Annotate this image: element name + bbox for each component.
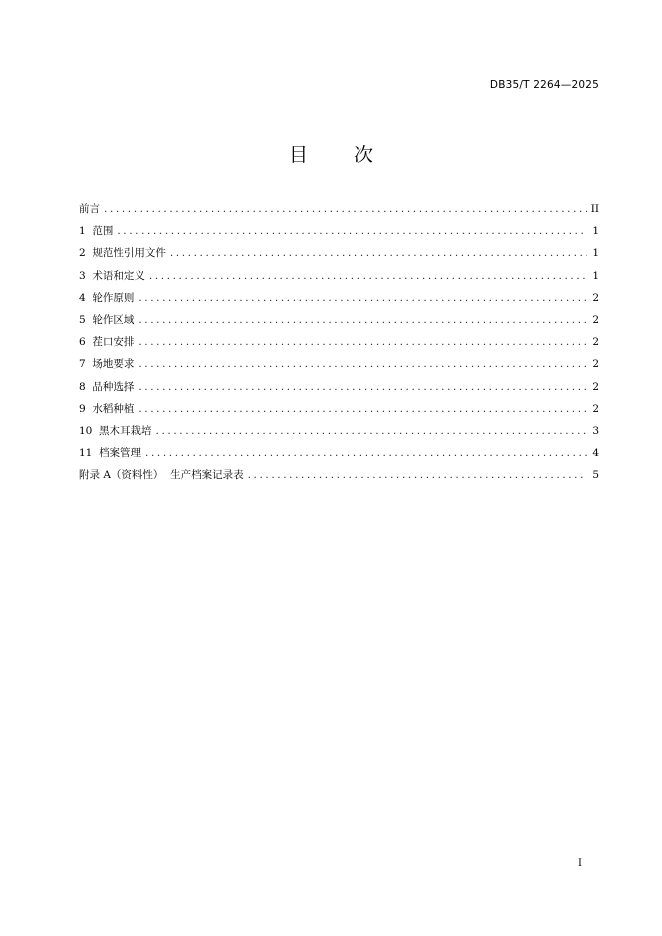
toc-entry-page: 2 — [592, 336, 599, 349]
toc-entry-page: 4 — [592, 447, 599, 460]
toc-entry-label: 附录 A（资料性） 生产档案记录表 — [79, 469, 244, 482]
toc-dot-leader — [156, 422, 587, 440]
toc-entry-page: 1 — [592, 225, 599, 238]
toc-entry-label: 9 水稻种植 — [79, 402, 135, 415]
toc-dot-leader — [138, 400, 587, 418]
toc-entry-fungus-cultivation[interactable] — [79, 422, 599, 444]
toc-entry-appendix-a[interactable] — [79, 466, 599, 488]
toc-dot-leader — [117, 222, 587, 240]
toc-entry-label: 3 术语和定义 — [79, 269, 145, 282]
toc-dot-leader — [149, 267, 587, 285]
page-title — [0, 140, 662, 167]
toc-dot-leader — [138, 333, 587, 351]
toc-entry-label: 前言 — [79, 203, 100, 215]
toc-entry-site-requirements[interactable] — [79, 355, 599, 377]
toc-entry-label: 6 茬口安排 — [79, 336, 135, 349]
toc-entry-page: 1 — [592, 247, 599, 260]
toc-dot-leader — [138, 289, 587, 307]
toc-entry-label: 4 轮作原则 — [79, 291, 135, 304]
toc-entry-page: 2 — [592, 380, 599, 393]
toc-entry-page: 5 — [592, 469, 599, 482]
toc-dot-leader — [104, 200, 587, 218]
toc-entry-label: 1 范围 — [79, 225, 114, 238]
toc-entry-label: 7 场地要求 — [79, 358, 135, 371]
page-number: I — [578, 858, 582, 869]
toc-entry-normative-references[interactable] — [79, 244, 599, 266]
toc-entry-scope[interactable] — [79, 222, 599, 244]
toc-entry-rotation-principles[interactable] — [79, 289, 599, 311]
toc-entry-rice-planting[interactable] — [79, 400, 599, 422]
toc-entry-records-management[interactable] — [79, 444, 599, 466]
title-char-2: 次 — [354, 144, 374, 166]
toc-entry-crop-sequence[interactable] — [79, 333, 599, 355]
toc-entry-page: 2 — [592, 402, 599, 415]
toc-dot-leader — [138, 378, 587, 396]
toc-dot-leader — [170, 244, 587, 262]
toc-entry-rotation-areas[interactable] — [79, 311, 599, 333]
toc-entry-page: 3 — [592, 424, 599, 437]
toc-dot-leader — [248, 466, 587, 484]
toc-entry-label: 10 黑木耳栽培 — [79, 424, 152, 437]
toc-dot-leader — [138, 311, 587, 329]
document-code: DB35/T 2264—2025 — [489, 79, 599, 91]
toc-entry-page: 2 — [592, 291, 599, 304]
toc-entry-terms-definitions[interactable] — [79, 267, 599, 289]
toc-entry-variety-selection[interactable] — [79, 378, 599, 400]
toc-entry-page: 1 — [592, 269, 599, 282]
toc-entry-label: 11 档案管理 — [79, 447, 142, 460]
toc-entry-foreword[interactable] — [79, 200, 599, 222]
toc-entry-page: 2 — [592, 313, 599, 326]
toc-entry-page: II — [590, 203, 599, 215]
title-char-1: 目 — [288, 144, 308, 166]
toc-entry-label: 8 品种选择 — [79, 380, 135, 393]
toc-dot-leader — [138, 355, 587, 373]
toc-entry-label: 5 轮作区域 — [79, 313, 135, 326]
toc-dot-leader — [145, 444, 587, 462]
toc-entry-label: 2 规范性引用文件 — [79, 247, 166, 260]
table-of-contents — [79, 200, 599, 488]
toc-entry-page: 2 — [592, 358, 599, 371]
